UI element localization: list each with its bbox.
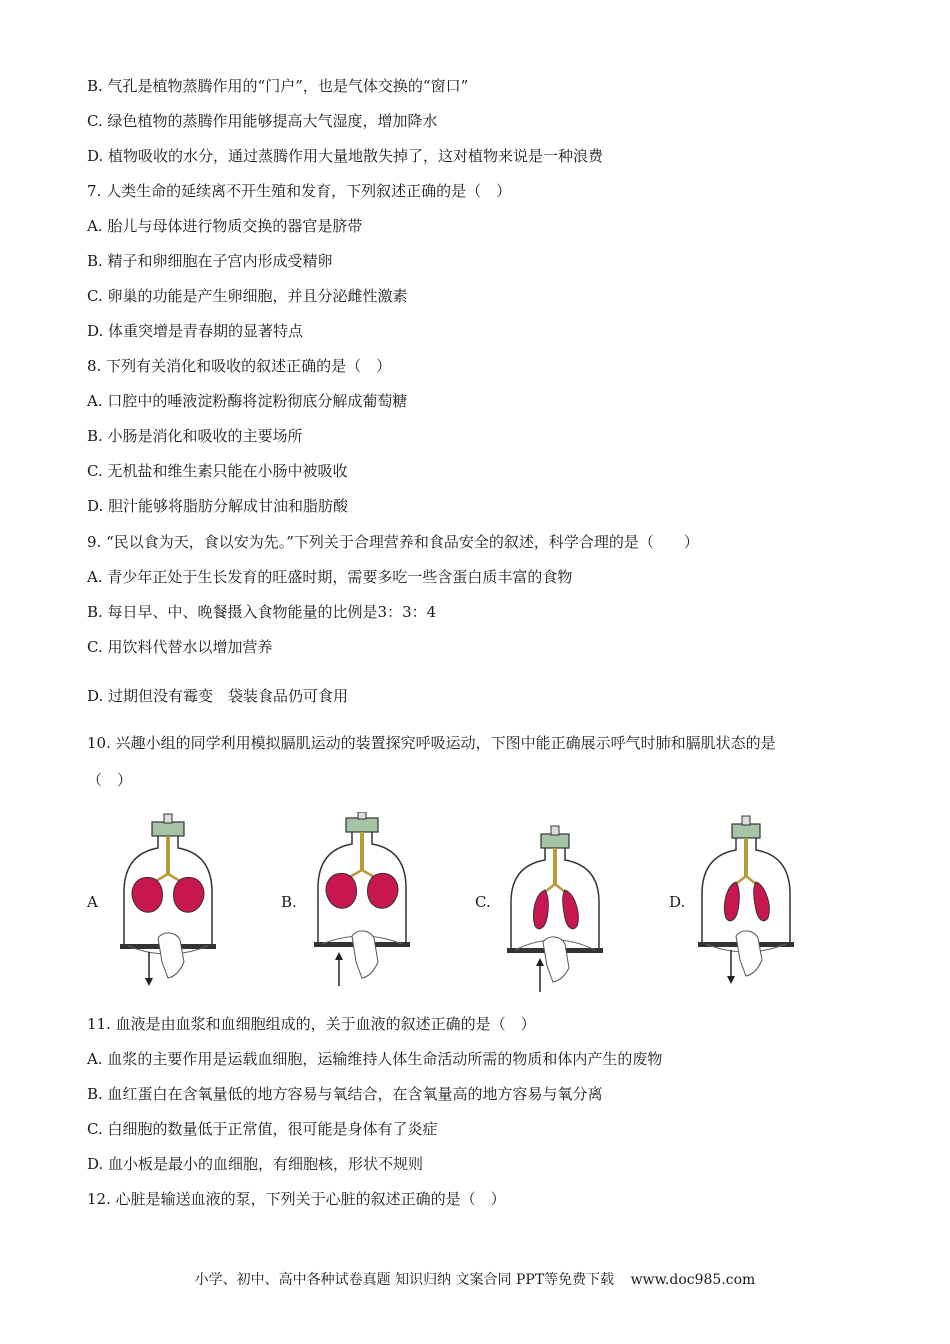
question-11: 11. 血液是由血浆和血细胞组成的，关于血液的叙述正确的是（ ） — [87, 1015, 536, 1033]
option-6d-line: D. 植物吸收的水分，通过蒸腾作用大量地散失掉了，这对植物来说是一种浪费 — [87, 147, 604, 165]
page-footer — [0, 1270, 950, 1290]
bell-jar-figure-a — [118, 812, 238, 992]
option-8b: B. 小肠是消化和吸收的主要场所 — [87, 427, 303, 445]
option-6c-line: C. 绿色植物的蒸腾作用能够提高大气湿度，增加降水 — [87, 112, 438, 130]
question-9: 9. “民以食为天，食以安为先。”下列关于合理营养和食品安全的叙述，科学合理的是（ ） — [87, 533, 699, 551]
footer-text: 小学、初中、高中各种试卷真题 知识归纳 文案合同 PPT等免费下载 — [194, 1272, 615, 1288]
question-10: 10. 兴趣小组的同学利用模拟膈肌运动的装置探究呼吸运动，下图中能正确展示呼气时肺和膈肌状态的是 — [87, 734, 776, 752]
option-11b: B. 血红蛋白在含氧量低的地方容易与氧结合，在含氧量高的地方容易与氧分离 — [87, 1085, 603, 1103]
option-8c: C. 无机盐和维生素只能在小肠中被吸收 — [87, 462, 348, 480]
figure-label-b: B. — [281, 893, 297, 911]
option-8a: A. 口腔中的唾液淀粉酶将淀粉彻底分解成葡萄糖 — [87, 392, 408, 410]
bell-jar-figure-d — [696, 812, 816, 992]
option-9d: D. 过期但没有霉变 袋装食品仍可食用 — [87, 687, 349, 705]
option-9a: A. 青少年正处于生长发育的旺盛时期，需要多吃一些含蛋白质丰富的食物 — [87, 568, 573, 586]
figure-label-d: D. — [669, 893, 686, 911]
option-9c: C. 用饮料代替水以增加营养 — [87, 638, 273, 656]
option-7d: D. 体重突增是青春期的显著特点 — [87, 322, 304, 340]
figure-label-c: C. — [475, 893, 491, 911]
question-7: 7. 人类生命的延续离不开生殖和发育，下列叙述正确的是（ ） — [87, 182, 512, 200]
option-9b: B. 每日早、中、晚餐摄入食物能量的比例是3：3：4 — [87, 603, 437, 621]
question-10-blank: （ ） — [87, 771, 133, 789]
option-11a: A. 血浆的主要作用是运载血细胞，运输维持人体生命活动所需的物质和体内产生的废物 — [87, 1050, 663, 1068]
option-7b: B. 精子和卵细胞在子宫内形成受精卵 — [87, 252, 333, 270]
option-8d: D. 胆汁能够将脂肪分解成甘油和脂肪酸 — [87, 497, 349, 515]
option-11c: C. 白细胞的数量低于正常值，很可能是身体有了炎症 — [87, 1120, 438, 1138]
question-8: 8. 下列有关消化和吸收的叙述正确的是（ ） — [87, 357, 392, 375]
footer-url[interactable]: www.doc985.com — [630, 1272, 756, 1288]
option-7c: C. 卵巢的功能是产生卵细胞，并且分泌雌性激素 — [87, 287, 408, 305]
bell-jar-figure-b — [312, 812, 432, 992]
option-7a: A. 胎儿与母体进行物质交换的器官是脐带 — [87, 217, 363, 235]
bell-jar-figure-c — [505, 812, 625, 992]
question-12: 12. 心脏是输送血液的泵，下列关于心脏的叙述正确的是（ ） — [87, 1190, 506, 1208]
option-7b-line: B. 气孔是植物蒸腾作用的“门户”，也是气体交换的“窗口” — [87, 77, 469, 95]
option-11d: D. 血小板是最小的血细胞，有细胞核，形状不规则 — [87, 1155, 424, 1173]
figure-label-a: A — [87, 893, 98, 911]
